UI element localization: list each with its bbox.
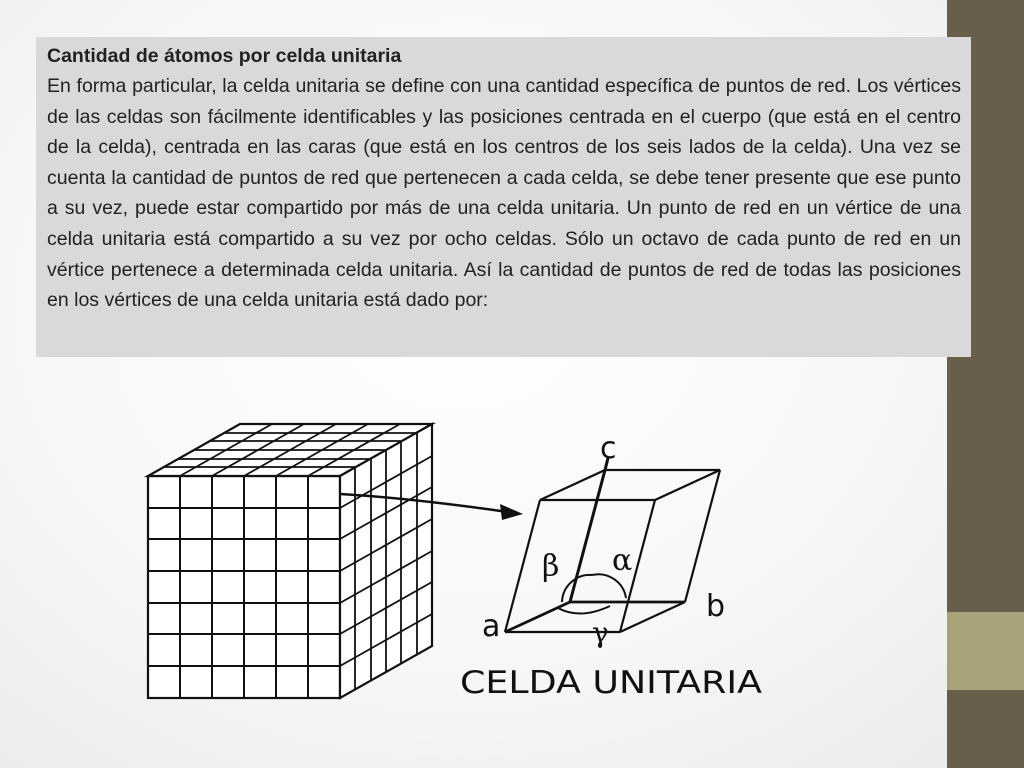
text-box [36,37,971,357]
slide-body-text: En forma particular, la celda unitaria se define con una cantidad específica de puntos de red. Los vértices de las celdas son fácilmente identificables y las posiciones centrada en el cuerpo (que está en el centro de la celda), centrada en las caras (que está en los centros de los seis lados de la celda). Una vez se cuenta la cantidad de puntos de red que pertenecen a cada celda, se debe tener presente que ese punto a su vez, puede estar compartido por más de una celda unitaria. Un punto de red en un vértice de una celda unitaria está compartido a su vez por ocho celdas. Sólo un octavo de cada punto de red en un vértice pertenece a determinada celda unitaria. Así la cantidad de puntos de red de todas las posiciones en los vértices de una celda unitaria está dado por: [47,75,961,312]
figure-caption: CELDA UNITARIA [460,665,762,701]
axis-label-a: a [482,609,501,644]
axis-label-c: c [600,431,617,466]
side-accent-block [947,612,1024,690]
crystal-lattice-cube [148,424,432,698]
unit-cell-figure [140,410,780,710]
angle-label-alpha: α [612,543,633,578]
axis-label-b: b [706,589,726,624]
angle-label-beta: β [542,549,560,584]
slide-title: Cantidad de átomos por celda unitaria [47,45,402,67]
angle-label-gamma: γ [592,616,609,649]
